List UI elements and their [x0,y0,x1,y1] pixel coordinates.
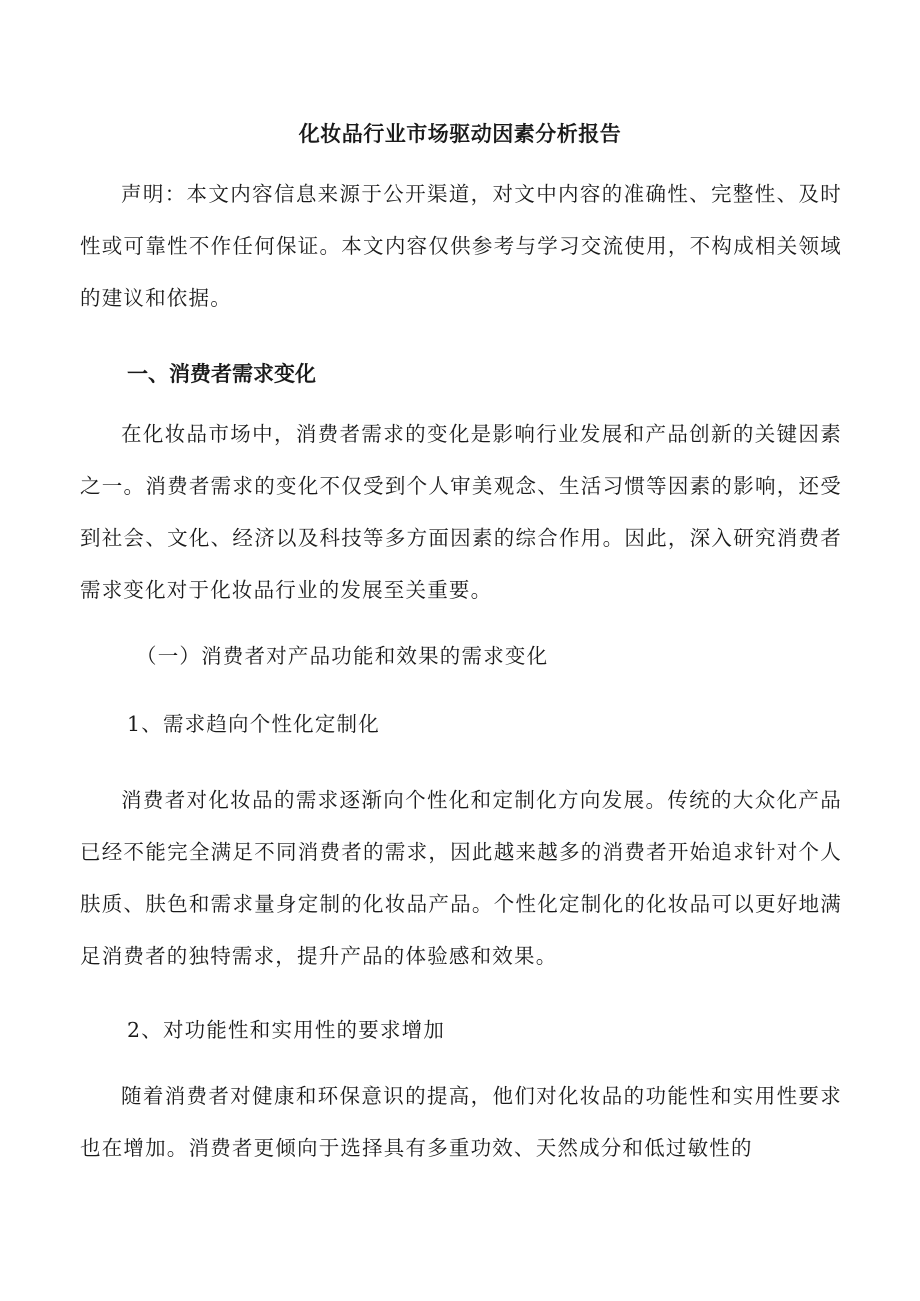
section-heading-consumer-demand: 一、消费者需求变化 [127,362,316,386]
section-intro-paragraph: 在化妆品市场中，消费者需求的变化是影响行业发展和产品创新的关键因素之一。消费者需求的变化不仅受到个人审美观念、生活习惯等因素的影响，还受到社会、文化、经济以及科技等多方面因素的综合作用。因此，深入研究消费者需求变化对于化妆品行业的发展至关重要。 [80,422,842,602]
subsection-heading-function-effect: （一）消费者对产品功能和效果的需求变化 [136,644,549,668]
item-heading-functionality: 2、对功能性和实用性的要求增加 [127,1018,446,1042]
document-title: 化妆品行业市场驱动因素分析报告 [298,122,622,146]
item-paragraph-personalization: 消费者对化妆品的需求逐渐向个性化和定制化方向发展。传统的大众化产品已经不能完全满足不同消费者的需求，因此越来越多的消费者开始追求针对个人肤质、肤色和需求量身定制的化妆品产品。个性化定制化的化妆品可以更好地满足消费者的独特需求，提升产品的体验感和效果。 [80,788,842,968]
disclaimer-paragraph: 声明：本文内容信息来源于公开渠道，对文中内容的准确性、完整性、及时性或可靠性不作任何保证。本文内容仅供参考与学习交流使用，不构成相关领域的建议和依据。 [80,182,842,310]
item-paragraph-functionality: 随着消费者对健康和环保意识的提高，他们对化妆品的功能性和实用性要求也在增加。消费者更倾向于选择具有多重功效、天然成分和低过敏性的 [80,1084,842,1160]
item-heading-personalization: 1、需求趋向个性化定制化 [127,712,380,736]
